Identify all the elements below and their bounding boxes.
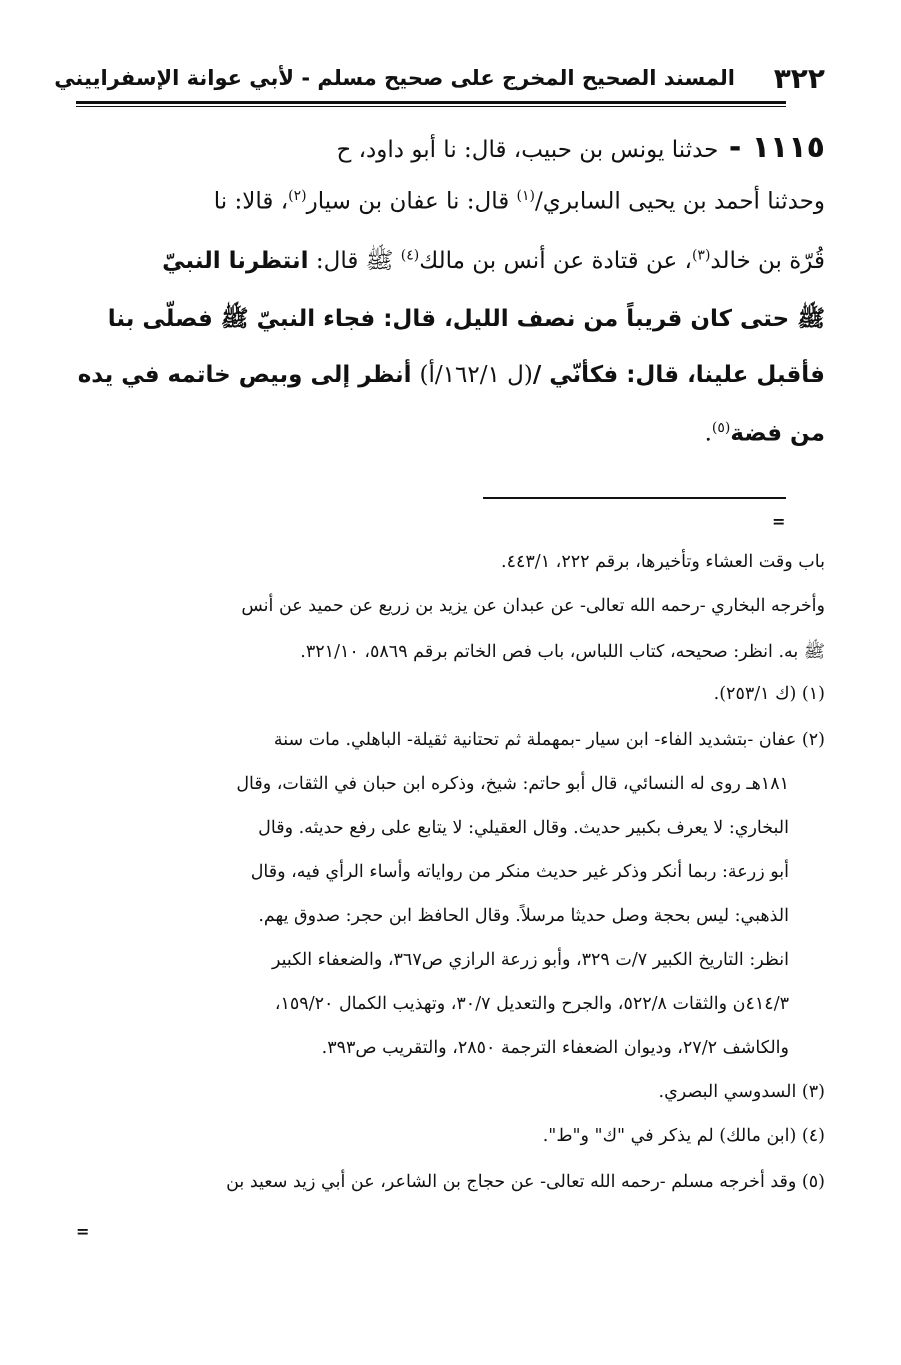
hadith-dash: - xyxy=(718,130,752,165)
manuscript-ref: (ل ١٦٢/١/أ) xyxy=(419,362,533,388)
hadith-line-5 xyxy=(78,362,825,388)
page-number: ٣٢٢ xyxy=(773,62,825,95)
hadith-line-3 xyxy=(162,246,825,280)
continuation-mark-top: = xyxy=(772,512,786,531)
hadith-number: ١١١٥ xyxy=(751,130,825,165)
hadith-text-2b: قال: نا عفان بن سيار xyxy=(306,188,517,215)
footnote-ref-2: (٢) xyxy=(288,188,307,204)
footnote-line: وأخرجه البخاري -رحمه الله تعالى- عن عبدان عن يزيد بن زريع عن حميد عن أنس xyxy=(241,596,825,616)
footnote-line: (٥) وقد أخرجه مسلم -رحمه الله تعالى- عن حجاج بن الشاعر، عن أبي زيد سعيد بن xyxy=(226,1172,825,1192)
hadith-line-1 xyxy=(336,130,825,165)
footnote-ref-3: (٣) xyxy=(691,247,711,264)
footnote-line: انظر: التاريخ الكبير ٧/ت ٣٢٩، وأبو زرعة الرازي ص٣٦٧، والضعفاء الكبير xyxy=(272,950,789,970)
footnote-line: ١٨١هـ روى له النسائي، قال أبو حاتم: شيخ، وذكره ابن حبان في الثقات، وقال xyxy=(236,774,789,794)
footnote-ref-5: (٥) xyxy=(711,420,731,436)
hadith-matn-6: من فضة xyxy=(730,420,825,447)
hadith-matn-5b: أنظر إلى وبيص خاتمه في يده xyxy=(77,362,420,388)
hadith-text-1: حدثنا يونس بن حبيب، قال: نا أبو داود، ح xyxy=(336,137,719,163)
header-rule-thin xyxy=(76,106,786,107)
hadith-line-2 xyxy=(214,188,825,215)
hadith-matn-start: انتظرنا النبيّ xyxy=(162,248,309,274)
footnote-line: (٣) السدوسي البصري. xyxy=(658,1082,825,1102)
footnote-line: (٢) عفان -بتشديد الفاء- ابن سيار -بمهملة ثم تحتانية ثقيلة- الباهلي. مات سنة xyxy=(273,730,825,750)
footnote-line: باب وقت العشاء وتأخيرها، برقم ٢٢٢، ٤٤٣/١. xyxy=(501,552,825,572)
footnote-ref-1: (١) xyxy=(516,188,535,204)
footnote-line: ﷺ به. انظر: صحيحه، كتاب اللباس، باب فص الخاتم برقم ٥٨٦٩، ٣٢١/١٠. xyxy=(300,642,825,662)
footnote-separator xyxy=(483,497,786,499)
footnote-ref-4: (٤) xyxy=(400,247,420,264)
hadith-text-2a: وحدثنا أحمد بن يحيى السابري/ xyxy=(534,188,825,215)
hadith-text-3c: ﷺ قال: xyxy=(308,248,401,274)
hadith-text-2c: ، قالا: نا xyxy=(213,188,289,215)
hadith-end: . xyxy=(704,420,712,447)
footnote-line: ٤١٤/٣ن والثقات ٥٢٢/٨، والجرح والتعديل ٣٠/٧، وتهذيب الكمال ١٥٩/٢٠، xyxy=(274,994,789,1014)
hadith-text-3a: قُرّة بن خالد xyxy=(710,248,825,274)
footnote-line: والكاشف ٢٧/٢، وديوان الضعفاء الترجمة ٢٨٥٠، والتقريب ص٣٩٣. xyxy=(321,1038,789,1058)
hadith-matn-5a: فأقبل علينا، قال: فكأنّي / xyxy=(532,362,825,388)
footnote-line: (١) (ك ٢٥٣/١). xyxy=(713,684,825,704)
running-title: المسند الصحيح المخرج على صحيح مسلم - لأبي عوانة الإسفراييني xyxy=(54,66,735,90)
hadith-matn-4: ﷺ حتى كان قريباً من نصف الليل، قال: فجاء النبيّ ﷺ فصلّى بنا xyxy=(107,306,825,332)
hadith-text-3b: ، عن قتادة عن أنس بن مالك xyxy=(419,248,692,274)
continuation-mark-bottom: = xyxy=(76,1222,90,1241)
footnote-line: البخاري: لا يعرف بكبير حديث. وقال العقيلي: لا يتابع على رفع حديثه. وقال xyxy=(258,818,789,838)
hadith-line-6 xyxy=(705,420,825,447)
footnote-line: الذهبي: ليس بحجة وصل حديثا مرسلاً. وقال الحافظ ابن حجر: صدوق يهم. xyxy=(258,906,789,926)
hadith-line-4 xyxy=(108,304,825,338)
footnote-line: أبو زرعة: ربما أنكر وذكر غير حديث منكر من رواياته وأساء الرأي فيه، وقال xyxy=(250,862,789,882)
header-rule-thick xyxy=(76,101,786,104)
footnote-line: (٤) (ابن مالك) لم يذكر في "ك" و"ط". xyxy=(542,1126,825,1146)
